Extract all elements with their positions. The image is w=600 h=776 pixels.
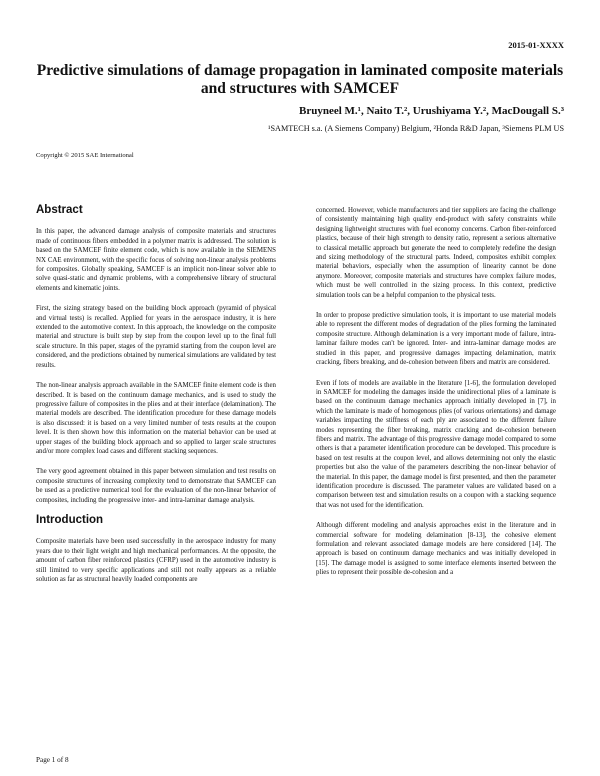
page-number: Page 1 of 8 <box>36 756 69 764</box>
body-paragraph: In order to propose predictive simulation tools, it is important to use material models able to represent the different modes of degradation of the plies forming the laminated composite structure. Although delamination is a very important mode of failure, intra-laminar failure modes can't be ignored. Inter- and intra-laminar damage modes are studied in this paper, and progressive damages impacting delamination, matrix cracking, fibers breaking, and de-cohesion between fibers and matrix are considered. <box>316 312 556 367</box>
paper-title: Predictive simulations of damage propagation in laminated composite materials and structures with SAMCEF <box>36 62 564 97</box>
paper-id: 2015-01-XXXX <box>508 40 564 50</box>
abstract-paragraph: First, the sizing strategy based on the building block approach (pyramid of physical and virtual tests) is recalled. Applied for years in the aerospace industry, it is here extended to the automotive context. In this approach, the knowledge on the composite material and structure is built step by step from the coupon level up to the final full scale structure. In this paper, stages of the pyramid starting from the coupon level are considered, and the predictions obtained by numerical simulations are validated by test results. <box>36 305 276 369</box>
body-paragraph: Although different modeling and analysis approaches exist in the literature and in commercial software for modeling delamination [8-13], the cohesive element formulation and relevant associated damage models are here considered [14]. The approach is based on continuum damage mechanics and was initially developed in [15]. The damage model is assigned to some interface elements inserted between the plies to represent their possible de-cohesion and a <box>316 522 556 577</box>
authors: Bruyneel M.¹, Naito T.², Urushiyama Y.², MacDougall S.³ <box>299 105 564 117</box>
abstract-heading: Abstract <box>36 204 83 216</box>
left-column <box>36 206 276 595</box>
body-paragraph: Even if lots of models are available in the literature [1-6], the formulation developed in SAMCEF for modeling the damages inside the unidirectional plies of a laminate is based on the continuum damage mechanics approach initially developed in [7], in which the laminate is made of homogenous plies (of various orientations) and damage variables impacting the stiffness of each ply are associated to the different failure modes representing the fiber breaking, matrix cracking and de-cohesion between fibers and matrix. The advantage of this progressive damage model compared to some others is that a parameter identification procedure can be developed. This procedure is based on test results at the coupon level, and allows determining not only the elastic properties but also the value of the parameters describing the non-linear behavior of the material. In this paper, the damage model is first presented, and then the parameter identification procedure is discussed. The parameter values are validated based on a comparison between test and simulation results on a coupon with a stacking sequence that was not used for the identification. <box>316 379 556 509</box>
introduction-heading: Introduction <box>36 513 104 526</box>
right-column <box>316 206 556 589</box>
introduction-paragraph: Composite materials have been used successfully in the aerospace industry for many years due to their light weight and high mechanical performances. At the opposite, the amount of carbon fiber reinforced plastics (CFRP) used in the automotive industry is still limited to very specific applications and still not really appears as a reliable solution as far as structural heavily loaded components are <box>36 538 276 583</box>
abstract-paragraph: The non-linear analysis approach available in the SAMCEF finite element code is then described. It is based on the continuum damage mechanics, and is used to study the progressive failure of composites in the plies and at their interface (delamination). The material models are described. The identification procedure for these damage models is also discussed: it is based on a very limited number of tests results at the coupon level. It is then shown how this information on the material behavior can be used at upper stages of the building block approach and so applied to larger scale structures and/or more complex load cases and different stacking sequences. <box>36 382 276 455</box>
affiliations: ¹SAMTECH s.a. (A Siemens Company) Belgium, ²Honda R&D Japan, ³Siemens PLM US <box>268 124 564 133</box>
body-paragraph: concerned. However, vehicle manufacturers and tier suppliers are facing the challenge of consistently maintaining high quality end-product with safety constraints while designing lightweight structures with fuel economy concerns. Carbon fiber-reinforced plastics, because of their high strength to density ratio, represent a serious alternative to classical metallic approach but generate the need to completely redefine the design and sizing methodology of the structural parts. Indeed, composites exhibit complex material behaviors, especially when the assumption of linearity cannot be done anymore. Moreover, composite materials and structures have complex failure modes, which must be well controlled in the sizing process. In this context, predictive simulation tools can be a helpful companion to the physical tests. <box>316 207 556 299</box>
abstract-paragraph: The very good agreement obtained in this paper between simulation and test results on composite structures of increasing complexity tend to demonstrate that SAMCEF can be used as a predictive numerical tool for the evaluation of the non-linear behavior of composites, including the progressive inter- and intra-laminar damage analysis. <box>36 468 276 504</box>
abstract-paragraph: In this paper, the advanced damage analysis of composite materials and structures made of continuous fibers embedded in a polymer matrix is addressed. The solution is based on the SAMCEF finite element code, which is now available in the SIEMENS NX CAE environment, with the specific focus of solving non-linear analysis problems for composites. Globally speaking, SAMCEF is an implicit non-linear solver able to solve quasi-static and dynamic problems, with a comprehensive library of structural elements and kinematic joints. <box>36 228 276 292</box>
copyright-notice: Copyright © 2015 SAE International <box>36 152 134 159</box>
